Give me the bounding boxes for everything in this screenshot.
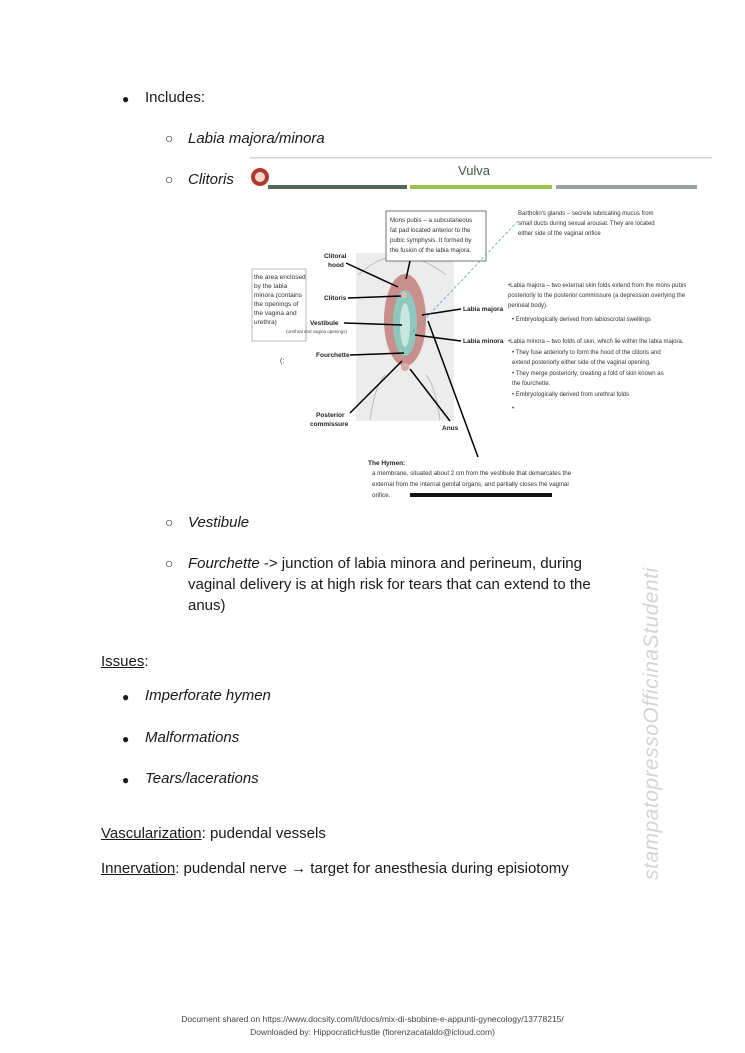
- bullet-dot: ●: [122, 773, 130, 787]
- hollow-bullet: ○: [165, 171, 174, 187]
- bullet-dot: ●: [122, 690, 130, 704]
- issue-item: Malformations: [145, 729, 240, 746]
- mons-pubis-text: Mons pubis – a subcutaneous fat pad located anterior to the pubic symphysis. It formed by the fusion of the labia majora.: [390, 217, 473, 254]
- logo-inner: [255, 172, 265, 182]
- innervation-text: : pudendal nerve → target for anesthesia during episiotomy: [175, 860, 569, 877]
- footer-shared: Document shared on https://www.docsity.com/it/docs/mix-di-sbobine-e-appunti-gynecology/13778215/: [181, 1014, 564, 1024]
- item-fourchette-line1: [188, 553, 582, 574]
- innervation-line: [101, 858, 569, 879]
- fourchette-term: Fourchette: [188, 555, 260, 572]
- vascularization-label: Vascularization: [101, 825, 202, 842]
- vulva-diagram: [250, 155, 712, 505]
- bullet-dot: ●: [122, 92, 130, 106]
- hymen-desc: a membrane, situated about 2 cm from the vestibule that demarcates the external from the internal genital organs, and partially closes the vaginal orifice.: [372, 470, 572, 499]
- header-bar-green: [410, 185, 552, 189]
- labia-minora-desc: •Labia minora – two folds of skin, which lie within the labia majora. • They fuse anteriorly to form the hood of the clitoris and extend posteriorly either side of the vaginal opening. • They merge posteriorly, creating a fold of skin known as the fourchette. • Embryologically derived from urethral folds •: [508, 339, 684, 412]
- issue-item: Tears/lacerations: [145, 770, 259, 787]
- label-labia-minora: Labia minora: [463, 338, 504, 345]
- hollow-bullet: ○: [165, 130, 174, 146]
- issues-heading-label: Issues: [101, 653, 145, 670]
- innervation-label: Innervation: [101, 860, 176, 877]
- labia-majora-desc: •Labia majora – two external skin folds extend from the mons pubis posteriorly to the posterior commissure (a depression overlying the perineal body). • Embryologically derived from labioscrotal swellings: [508, 283, 687, 323]
- header-rule: [250, 157, 712, 159]
- label-posterior-commissure: Posterior commissure: [310, 412, 349, 428]
- label-fourchette: Fourchette: [316, 352, 350, 359]
- includes-label: Includes:: [145, 89, 206, 106]
- item-fourchette-line2: vaginal delivery is at high risk for tears that can extend to the: [188, 576, 591, 593]
- item-vestibule: Vestibule: [188, 514, 250, 531]
- fourchette-desc: -> junction of labia minora and perineum, during: [259, 555, 582, 572]
- label-vestibule: Vestibule: [310, 320, 339, 327]
- hymen-title: The Hymen:: [368, 460, 406, 467]
- anus-shape: [401, 363, 409, 371]
- issue-item: Imperforate hymen: [145, 687, 271, 704]
- footer-downloaded: Downloaded by: HippocraticHustle (fiorenzacataldo@icloud.com): [250, 1027, 495, 1037]
- hollow-bullet: ○: [165, 555, 174, 571]
- label-clitoris: Clitoris: [324, 295, 347, 302]
- item-fourchette-line3: anus): [188, 597, 226, 614]
- header-bar-gray: [556, 185, 697, 189]
- diagram-title: Vulva: [458, 163, 491, 178]
- watermark: stampatopressoOfficinaStudenti: [640, 567, 663, 880]
- includes-item-clitoris: Clitoris: [188, 171, 234, 188]
- hollow-bullet: ○: [165, 514, 174, 530]
- bullet-dot: ●: [122, 732, 130, 746]
- hymen-bar: [410, 493, 552, 497]
- label-clitoral-hood: Clitoral hood: [324, 253, 347, 269]
- left-mark: (:: [280, 358, 285, 365]
- clitoris-shape: [401, 292, 407, 298]
- left-note-text: the area enclosed by the labia minora (contains the openings of the vagina and urethra): [254, 274, 306, 326]
- vascularization-line: [101, 823, 326, 844]
- label-labia-majora: Labia majora: [463, 306, 504, 313]
- bartholins-text: Bartholin's glands – secrete lubricating mucus from small ducts during sexual arousal. They are located either side of the vaginal orifice: [518, 211, 655, 237]
- issues-heading: [101, 651, 149, 672]
- header-bar-dark: [268, 185, 407, 189]
- label-vestibule-sub: (urethral and vagina openings): [286, 329, 348, 334]
- issues-heading-colon: :: [144, 653, 149, 670]
- vascularization-text: : pudendal vessels: [201, 825, 326, 842]
- label-anus: Anus: [442, 425, 459, 432]
- includes-item-labia: Labia majora/minora: [188, 130, 325, 147]
